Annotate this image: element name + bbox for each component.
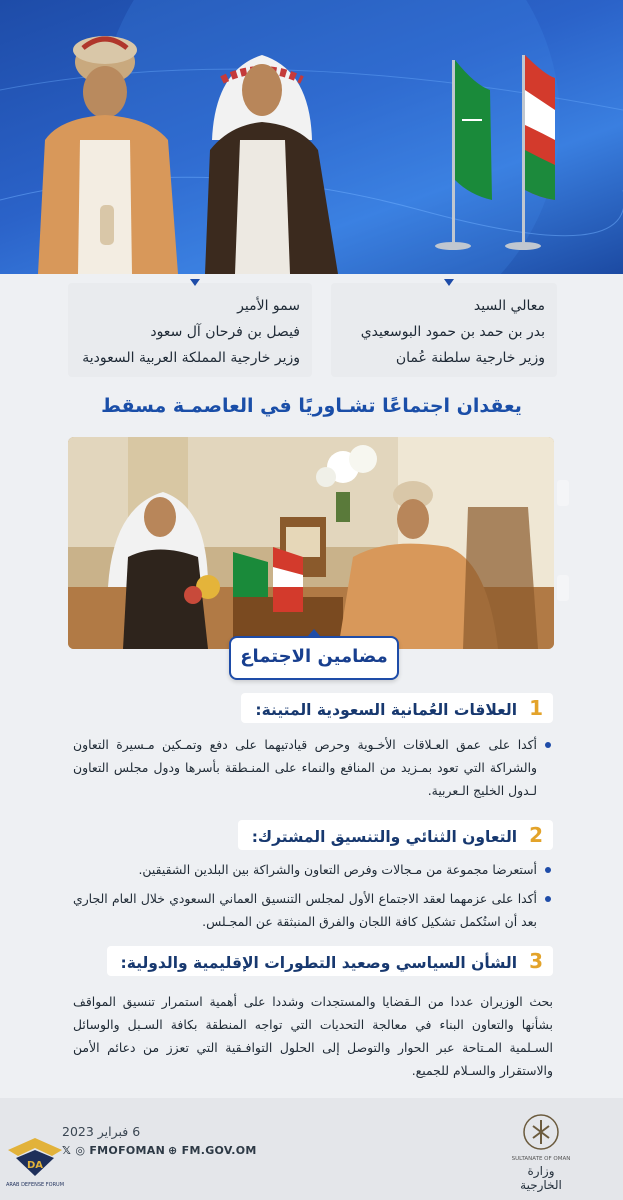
oman-minister-role: وزير خارجية سلطنة عُمان: [395, 350, 545, 366]
pin-marker: [308, 629, 320, 636]
pin-marker: [190, 279, 200, 286]
meeting-subtitle: يعقدان اجتماعًا تشـاوريًا في العاصمـة مسقط: [101, 395, 522, 417]
minister-names: [0, 283, 623, 379]
saudi-minister-role: وزير خارجية المملكة العربية السعودية: [82, 350, 300, 366]
globe-icon: ⊕: [168, 1144, 178, 1157]
saudi-minister-title: سمو الأمير: [237, 298, 300, 314]
decorative-tab: [557, 575, 569, 601]
bullet-item: أكدا على عزمهما لعقد الاجتماع الأول لمجلس التنسيق العماني السعودي خلال العام الجاري بعد أن استُكمل تشكيل كافة اللجان والفرق المنبثقة عن المجـلس.: [73, 887, 553, 933]
instagram-icon: ◎: [75, 1144, 86, 1157]
section-1-heading: [241, 693, 553, 723]
hero-photo: [0, 0, 623, 274]
section-number: 3: [529, 949, 543, 973]
website-link[interactable]: [168, 1144, 257, 1157]
section-2-heading: [238, 820, 553, 850]
bullet-item: أستعرضا مجموعة من مـجالات وفرص التعاون والشراكة بين البلدين الشقيقين.: [73, 858, 553, 881]
hero-illustration: [0, 0, 623, 274]
oman-minister-card: [331, 283, 557, 377]
watermark-label: ARAB DEFENSE FORUM: [5, 1182, 65, 1188]
section-3-body: بحث الوزيران عددا من الـقضايا والمستجدات وشددا على أهمية استمرار تنسيق المواقف بشأنها والتعاون البناء في معالجة التحديات التي تواجه المنطقة بكافة السـبل والوسائل السـلمية المـتاحة عبر الحوار والتوصل إلى الحلول التوافـقية التي تعزز من دعائم الأمن والاستقرار والسـلام للجميع.: [73, 994, 553, 1078]
saudi-minister-name: فيصل بن فرحان آل سعود: [150, 324, 300, 340]
social-handle[interactable]: [62, 1144, 165, 1157]
oman-minister-title: معالي السيد: [473, 298, 545, 314]
publish-date: 6 فبراير 2023: [62, 1124, 141, 1139]
ministry-en: SULTANATE OF OMAN: [511, 1156, 571, 1162]
section-title: الشأن السياسي وصعيد التطورات الإقليمية والدولية:: [120, 954, 518, 972]
ministry-ar: وزارة الخارجية: [520, 1164, 562, 1192]
website-text: FM.GOV.OM: [181, 1144, 257, 1157]
section-number: 2: [529, 823, 543, 847]
saudi-minister-card: [68, 283, 312, 377]
ministry-logo: [506, 1112, 576, 1192]
section-title: التعاون الثنائي والتنسيق المشترك:: [251, 828, 518, 846]
oman-minister-name: بدر بن حمد بن حمود البوسعيدي: [360, 324, 545, 340]
meeting-illustration: [68, 437, 554, 649]
oman-emblem-icon: [521, 1112, 561, 1152]
pin-marker: [444, 279, 454, 286]
watermark-abbr: DA: [26, 1160, 44, 1171]
section-2-body: [73, 858, 553, 933]
footer: [0, 1098, 623, 1200]
social-handle-text: FMOFOMAN: [89, 1144, 166, 1157]
bullet-item: أكدا على عمق العـلاقات الأخـوية وحرص قيادتيهما على دفع وتمـكين مـسيرة التعاون والشراكة التي تعود بمـزيد من المنافع والنماء على المنـطقة بأسرها ودول مجلس التعاون لـدول الخليج الـعربية.: [73, 733, 553, 802]
section-number: 1: [529, 696, 543, 720]
meeting-photo: [68, 437, 554, 649]
x-icon: 𝕏: [62, 1144, 72, 1157]
section-title: العلاقات العُمانية السعودية المتينة:: [255, 701, 518, 719]
decorative-tab: [557, 480, 569, 506]
section-1-body: [73, 733, 553, 802]
arab-defense-forum-watermark-icon: [2, 1130, 68, 1196]
meeting-topics-label: [229, 636, 399, 680]
section-3-heading: [107, 946, 553, 976]
meeting-topics-text: مضامين الاجتماع: [240, 646, 388, 667]
